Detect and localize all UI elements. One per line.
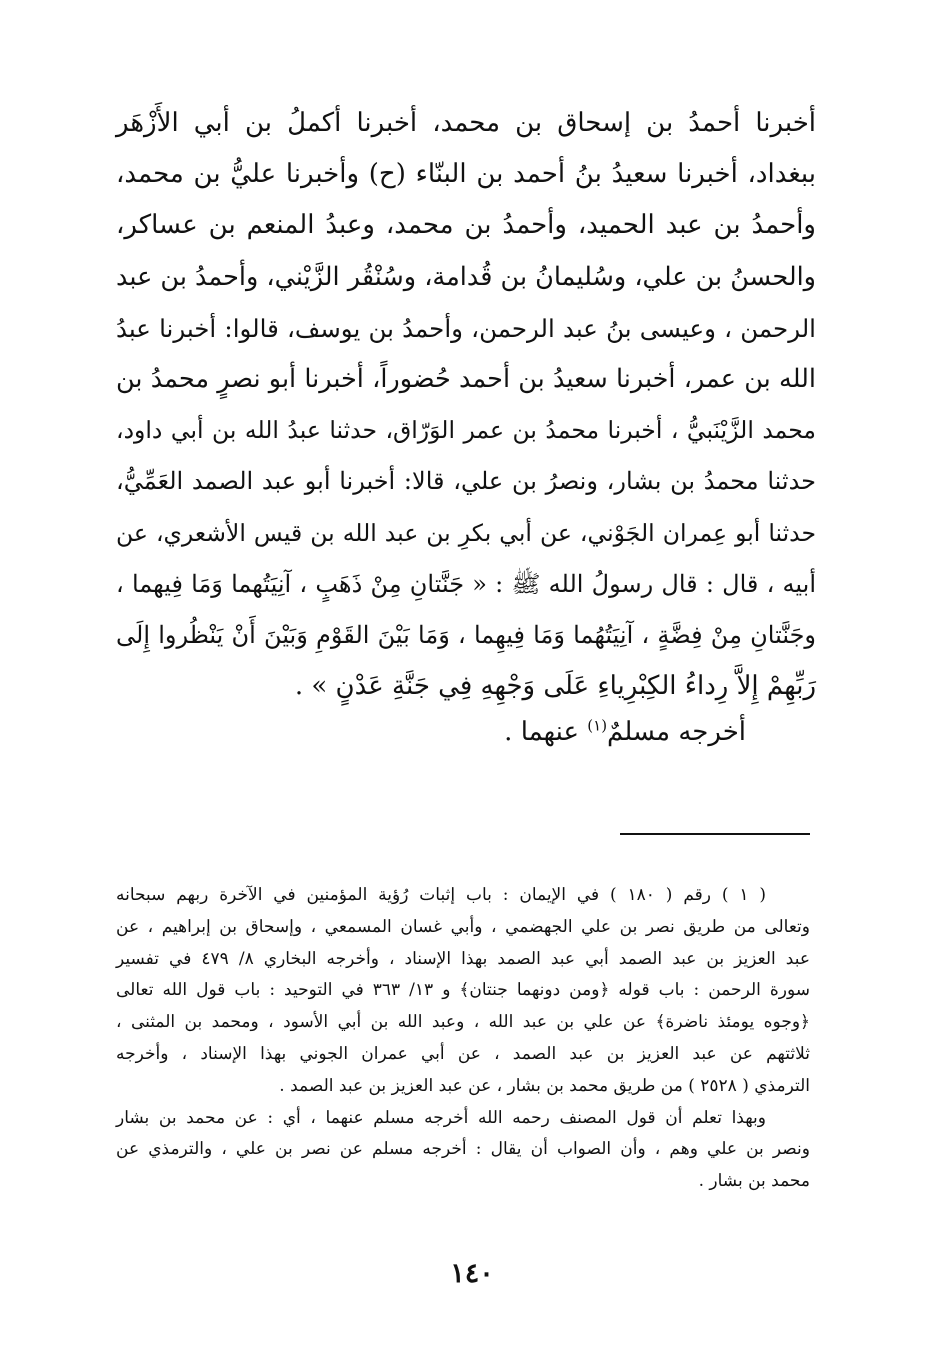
hadith-line: حدثنا أبو عِمران الجَوْني، عن أبي بكرِ بن عبد الله بن قيس الأشعري، عن [116, 518, 816, 547]
hadith-line: رَبِّهِمْ إِلاَّ رِداءُ الكِبْرِياءِ عَلَى وَجْهِهِ فِي جَنَّةِ عَدْنٍ » . [294, 671, 816, 702]
footnote-line: ثلاثتهم عن عبد العزيز بن عبد الصمد ، عن أبي عمران الجوني بهذا الإسناد ، وأخرجه [116, 1043, 810, 1064]
page-number: ١٤٠ [450, 1258, 494, 1289]
hadith-line: وجَنَّتانِ مِنْ فِضَّةٍ ، آنِيَتُهُما وَمَا فِيهِما ، وَمَا بَيْنَ القَوْمِ وَبَيْنَ أَنْ يَنْظُروا إِلَى [116, 621, 816, 650]
hadith-line: حدثنا محمدُ بن بشار، ونصرُ بن علي، قالا: أخبرنا أبو عبد الصمد العَمِّيُّ، [116, 467, 816, 496]
footnote-reference: (١) [587, 716, 608, 735]
footnote-line: سورة الرحمن : باب قوله ﴿ومن دونهما جنتان﴾ و ١٣/ ٣٦٣ في التوحيد : باب قول الله تعالى [116, 980, 811, 1001]
source-note-text-end: عنهما . [504, 717, 588, 747]
footnotes [116, 880, 810, 1198]
hadith-line: أبيه ، قال : قال رسولُ الله ﷺ : « جَنَّتانِ مِنْ ذَهَبٍ ، آنِيَتُهما وَمَا فِيهما ، [116, 569, 816, 598]
footnote-line: ونصر بن علي وهم ، وأن الصواب أن يقال : أخرجه مسلم عن نصر بن علي ، والترمذي عن [116, 1139, 810, 1160]
hadith-line: ببغداد، أخبرنا سعيدُ بنُ أحمد بن البنّاء (ح) وأخبرنا عليُّ بن محمد، [116, 159, 816, 190]
footnote-separator [620, 833, 810, 835]
source-note-text: أخرجه مسلمٌ [607, 717, 746, 747]
footnote-line: ﴿وجوه يومئذ ناضرة﴾ عن علي بن عبد الله ، وعبد الله بن أبي الأسود ، ومحمد بن المثنى ، [116, 1012, 810, 1033]
hadith-line: محمد الزَّيْنَبيُّ ، أخبرنا محمدُ بن عمر الوَرّاق، حدثنا عبدُ الله بن أبي داود، [116, 416, 816, 445]
footnote-line: وتعالى من طريق نصر بن علي الجهضمي ، وأبي غسان المسمعي ، وإسحاق بن إبراهيم ، عن [116, 916, 810, 937]
hadith-line: وأحمدُ بن عبد الحميد، وأحمدُ بن محمد، وعبدُ المنعم بن عساكر، [116, 210, 816, 241]
hadith-line: والحسنُ بن علي، وسُليمانُ بن قُدامة، وسُنْقُر الزَّيْني، وأحمدُ بن عبد [116, 261, 816, 292]
hadith-line: الرحمن ، وعيسى بنُ عبد الرحمن، وأحمدُ بن يوسف، قالوا: أخبرنا عبدُ [116, 313, 816, 343]
footnote-line: الترمذي ( ٢٥٢٨ ) من طريق محمد بن بشار ، عن عبد العزيز بن عبد الصمد . [279, 1075, 810, 1096]
hadith-line: أخبرنا أحمدُ بن إسحاق بن محمد، أخبرنا أكملُ بن أبي الأَزْهَر [116, 108, 816, 138]
footnote-line: ( ١ ) رقم ( ١٨٠ ) في الإيمان : باب إثبات رُؤية المؤمنين في الآخرة ربهم سبحانه [116, 885, 767, 905]
footnote-line: محمد بن بشار . [698, 1171, 810, 1192]
hadith-line: الله بن عمر، أخبرنا سعيدُ بن أحمد حُضوراً، أخبرنا أبو نصرٍ محمدُ بن [116, 364, 816, 395]
footnote-line: وبهذا تعلم أن قول المصنف رحمه الله أخرجه مسلم عنهما ، أي : عن محمد بن بشار [116, 1107, 766, 1128]
source-note [504, 712, 746, 752]
footnote-line: عبد العزيز بن عبد الصمد أبي عبد الصمد بهذا الإسناد ، وأخرجه البخاري ٨/ ٤٧٩ في تفسير [116, 948, 810, 969]
hadith-text [116, 98, 816, 712]
